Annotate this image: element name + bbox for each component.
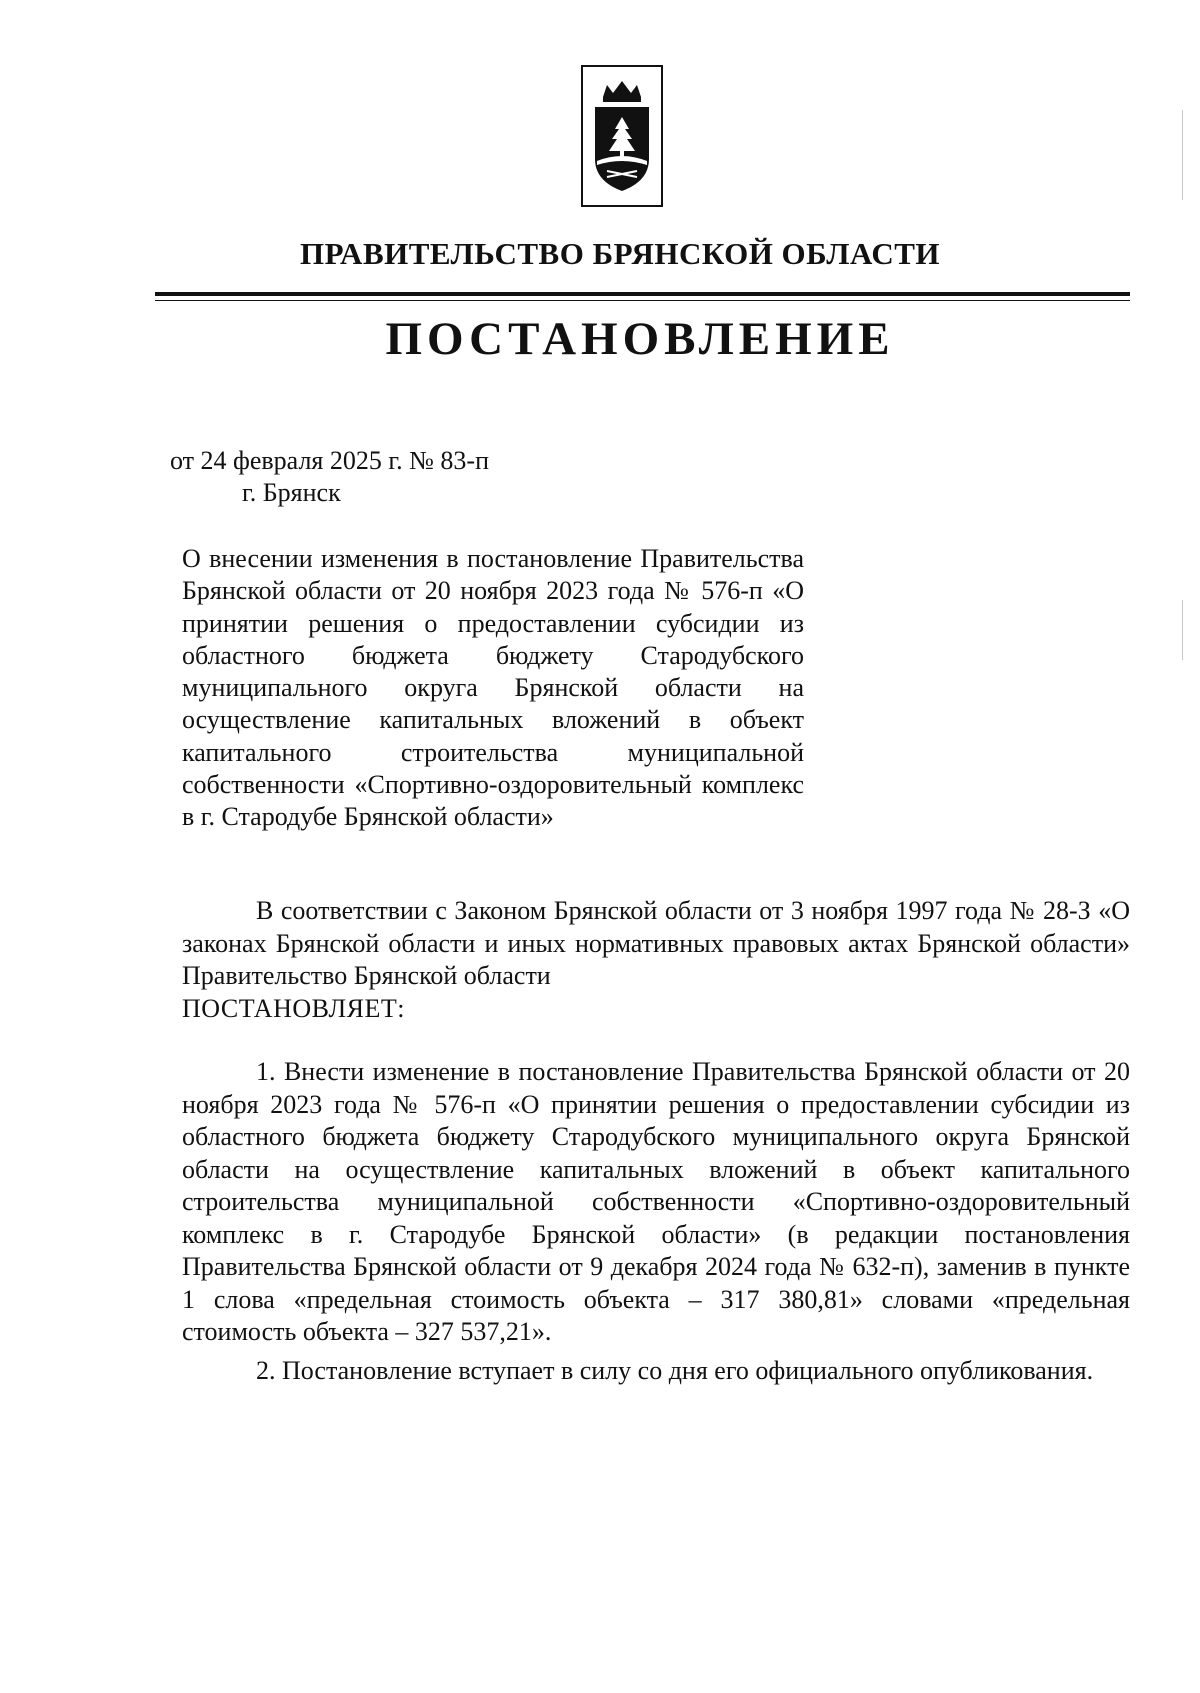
header-rule-thin: [155, 300, 1130, 301]
item-2: 2. Постановление вступает в силу со дня его официального опубликования.: [256, 1356, 1094, 1385]
document-type: ПОСТАНОВЛЕНИЕ: [385, 313, 895, 365]
date-number: от 24 февраля 2025 г. № 83-п: [170, 446, 489, 475]
coat-of-arms-frame: [581, 65, 663, 207]
bryansk-coat-of-arms-icon: [589, 77, 655, 195]
scan-edge-mark: [1182, 600, 1183, 660]
item-1: 1. Внести изменение в постановление Правительства Брянской области от 20 ноября 2023 года № 576-п «О принятии решения о предоставлении субсидии из областного бюджета бюджету Стародубского муниципального округа Брянской области на осуществление капитальных вложений в объект капитального строительства муниципальной собственности «Спортивно-оздоровительный комплекс в г. Стародубе Брянской области» (в редакции постановления Правительства Брянской области от 9 декабря 2024 года № 632-п), заменив в пункте 1 слова «предельная стоимость объекта – 317 380,81» словами «предельная стоимость объекта – 327 537,21».: [182, 1057, 1130, 1346]
scan-edge-mark: [1182, 110, 1183, 200]
preamble: [182, 895, 1130, 1025]
resolves-word: ПОСТАНОВЛЯЕТ:: [182, 993, 405, 1023]
subject-heading: О внесении изменения в постановление Правительства Брянской области от 20 ноября 2023 года № 576-п «О принятии решения о предоставлении субсидии из областного бюджета бюджету Стародубского муниципального округа Брянской области на осуществление капитальных вложений в объект капитального строительства муниципальной собственности «Спортивно-оздоровительный комплекс в г. Стародубе Брянской области»: [182, 544, 804, 832]
header-rule-thick: [155, 292, 1130, 296]
preamble-text: В соответствии с Законом Брянской области от 3 ноября 1997 года № 28-З «О законах Брянской области и иных нормативных правовых актах Брянской области» Правительство Брянской области: [182, 896, 1130, 990]
government-title: ПРАВИТЕЛЬСТВО БРЯНСКОЙ ОБЛАСТИ: [299, 236, 941, 271]
city: г. Брянск: [242, 478, 341, 507]
